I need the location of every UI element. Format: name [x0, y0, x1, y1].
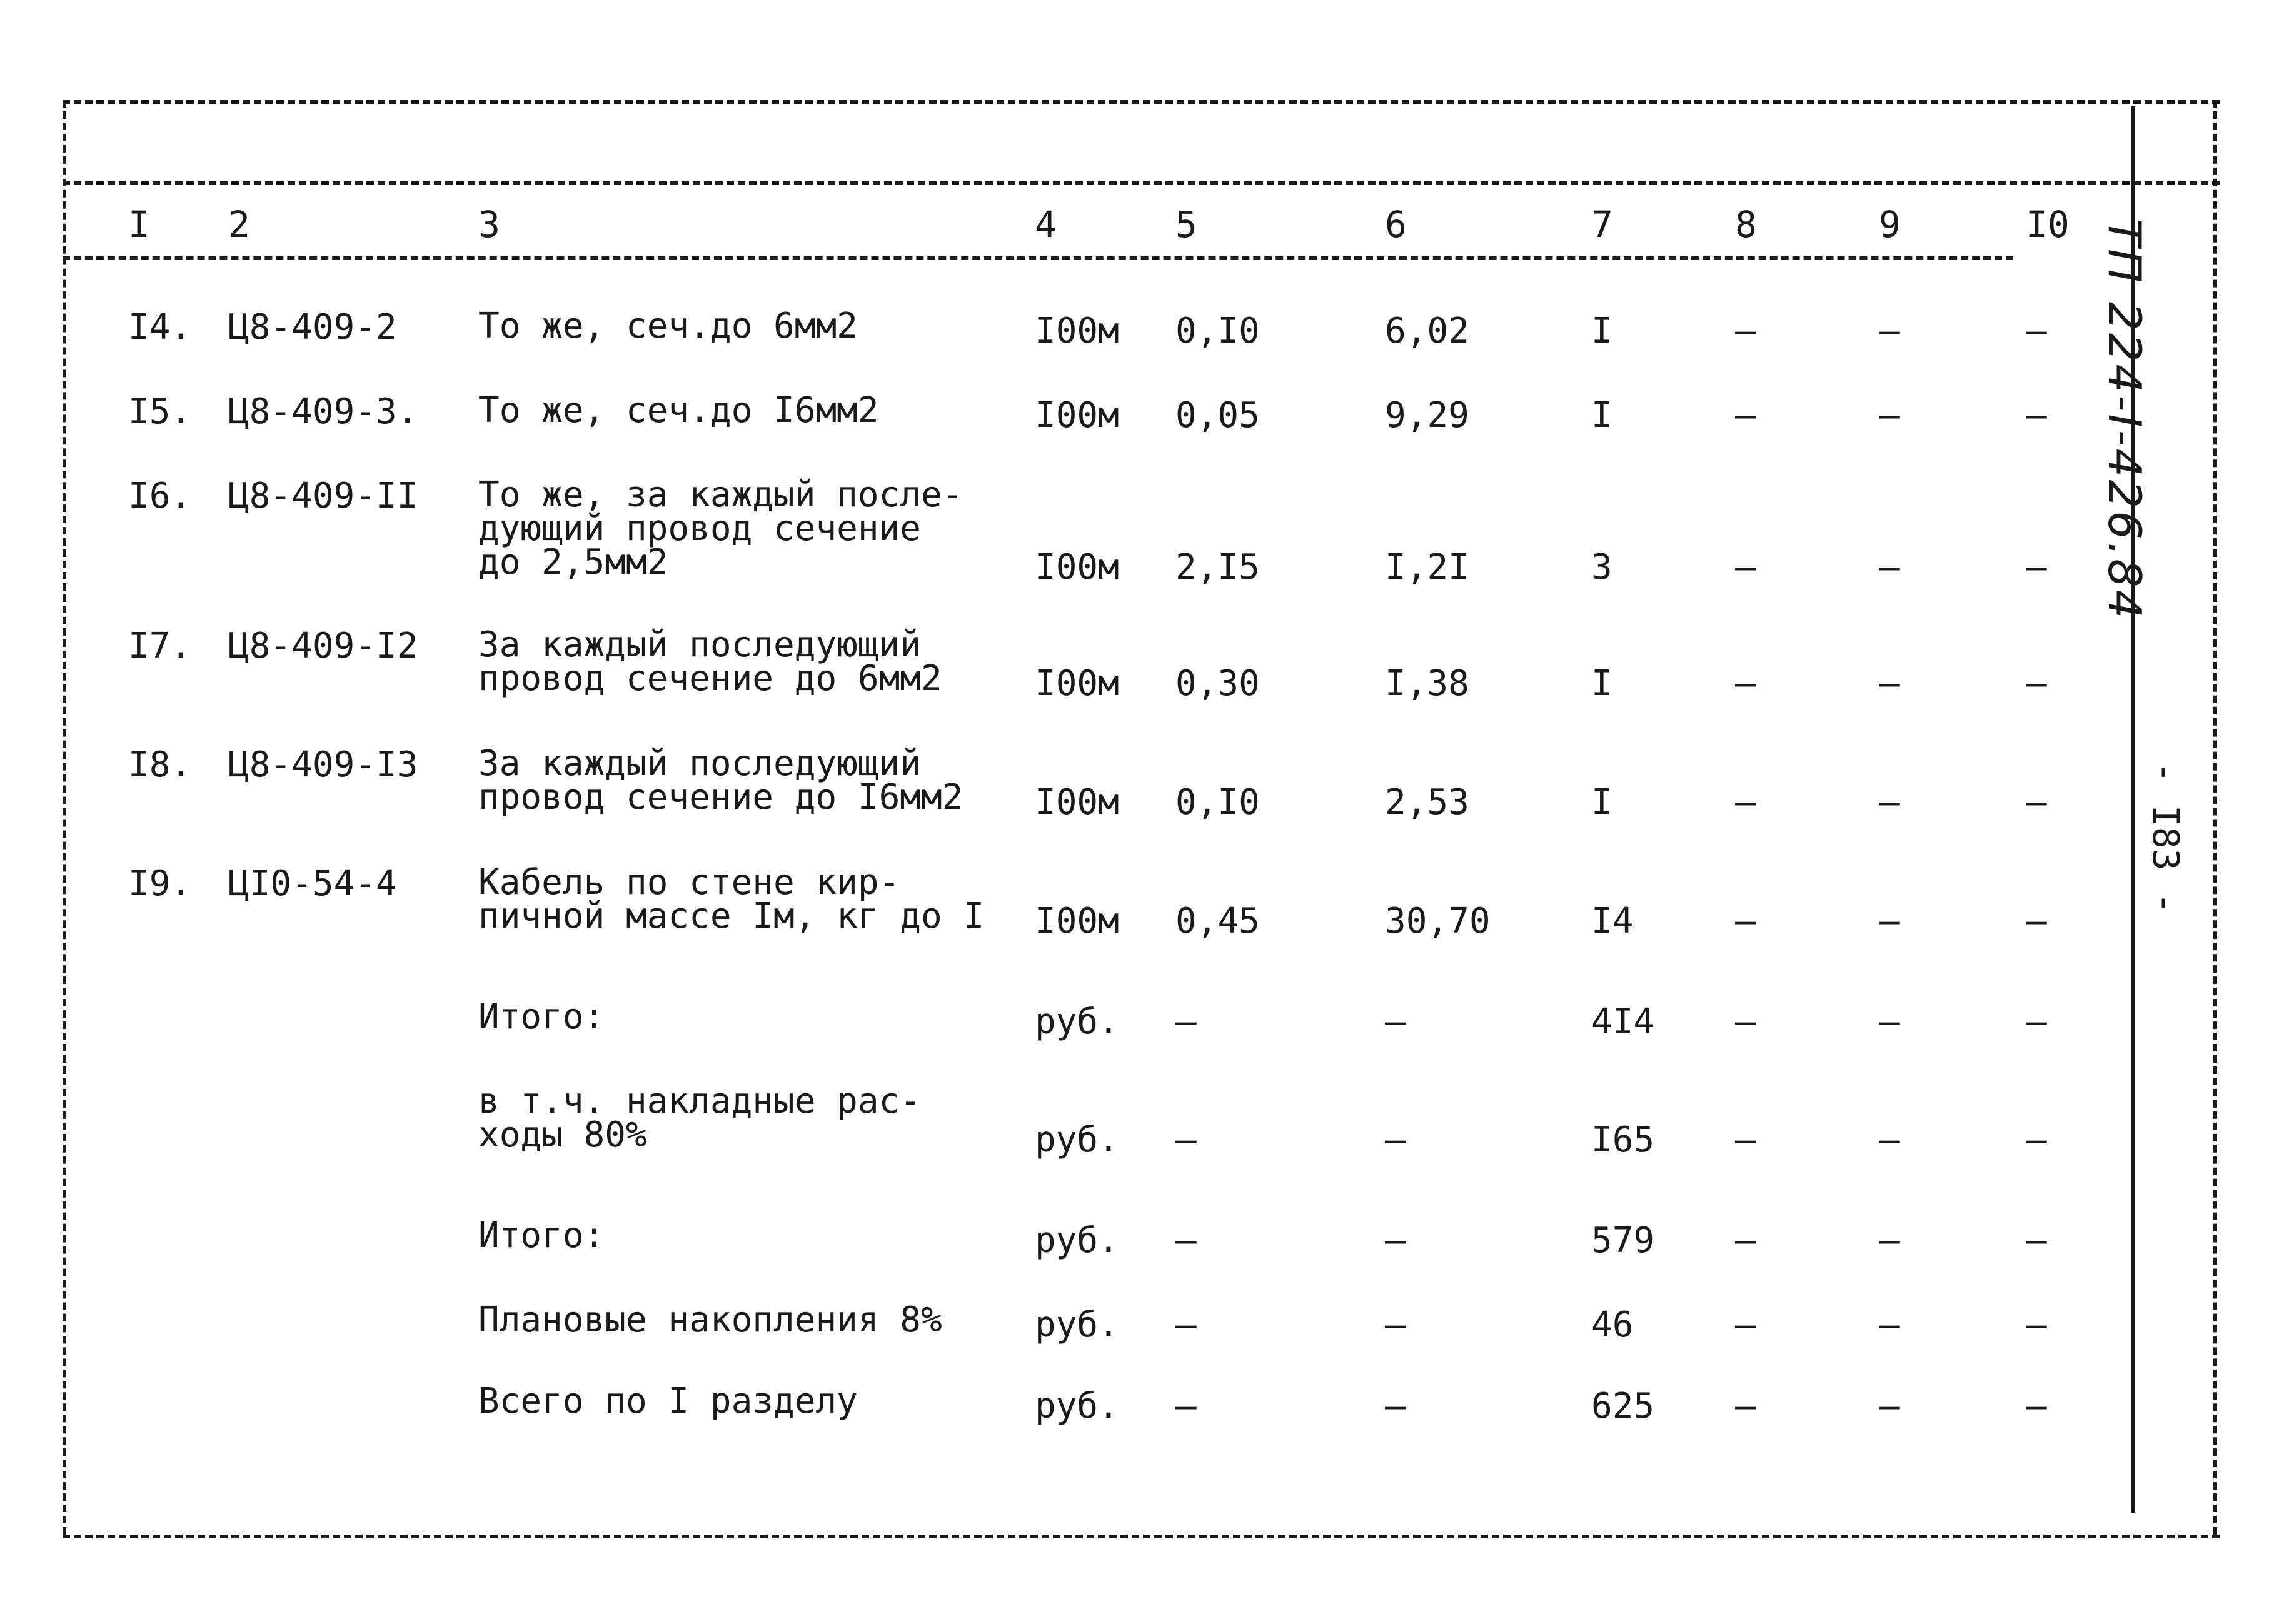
row-col9: – [1879, 395, 1900, 436]
row-col8: – [1735, 395, 1756, 436]
row-total: I4 [1591, 901, 1634, 941]
row-number: I9. [128, 863, 192, 904]
row-price: I,38 [1385, 663, 1469, 704]
summary-quantity: – [1175, 1305, 1197, 1345]
summary-col10: – [2026, 1305, 2047, 1345]
summary-col10: – [2026, 1120, 2047, 1160]
row-description: То же, сеч.до I6мм2 [478, 390, 879, 431]
row-col10: – [2026, 663, 2047, 704]
summary-price: – [1385, 1120, 1406, 1160]
column-header-8: 8 [1735, 203, 1757, 246]
summary-col10: – [2026, 1386, 2047, 1426]
row-quantity: 0,I0 [1175, 782, 1260, 823]
row-unit: I00м [1035, 663, 1119, 704]
column-header-2: 2 [228, 203, 250, 246]
row-col10: – [2026, 311, 2047, 351]
summary-unit: руб. [1035, 1386, 1119, 1426]
row-price: 9,29 [1385, 395, 1469, 436]
summary-price: – [1385, 1220, 1406, 1261]
summary-col8: – [1735, 1305, 1756, 1345]
summary-total: 4I4 [1591, 1001, 1655, 1042]
row-unit: I00м [1035, 782, 1119, 823]
row-code: Ц8-409-2 [228, 307, 397, 348]
summary-col10: – [2026, 1001, 2047, 1042]
row-quantity: 2,I5 [1175, 547, 1260, 588]
summary-col9: – [1879, 1001, 1900, 1042]
row-price: 2,53 [1385, 782, 1469, 823]
frame-bottom-border [63, 1535, 2220, 1538]
summary-col9: – [1879, 1220, 1900, 1261]
summary-price: – [1385, 1305, 1406, 1345]
column-header-5: 5 [1175, 203, 1197, 246]
row-number: I6. [128, 476, 192, 516]
row-description: То же, сеч.до 6мм2 [478, 306, 858, 346]
column-header-9: 9 [1879, 203, 1901, 246]
row-number: I5. [128, 391, 192, 432]
row-unit: I00м [1035, 311, 1119, 351]
summary-col8: – [1735, 1001, 1756, 1042]
summary-label: Всего по I разделу [478, 1381, 858, 1421]
row-code: ЦI0-54-4 [228, 863, 397, 904]
frame-left-border [63, 100, 66, 1535]
row-col9: – [1879, 663, 1900, 704]
row-col8: – [1735, 663, 1756, 704]
row-code: Ц8-409-I3 [228, 744, 418, 785]
row-code: Ц8-409-3. [228, 391, 418, 432]
summary-label: Итого: [478, 996, 605, 1037]
summary-label: Итого: [478, 1215, 605, 1256]
summary-unit: руб. [1035, 1220, 1119, 1261]
summary-col8: – [1735, 1120, 1756, 1160]
row-quantity: 0,05 [1175, 395, 1260, 436]
row-price: 6,02 [1385, 311, 1469, 351]
summary-quantity: – [1175, 1120, 1197, 1160]
row-total: I [1591, 311, 1612, 351]
row-total: I [1591, 395, 1612, 436]
row-col10: – [2026, 395, 2047, 436]
row-col10: – [2026, 547, 2047, 588]
page-number: - I83 - [2145, 761, 2187, 915]
row-description: За каждый последующий провод сечение до 6мм2 [478, 624, 942, 699]
summary-total: I65 [1591, 1120, 1655, 1160]
summary-total: 46 [1591, 1305, 1634, 1345]
row-price: 30,70 [1385, 901, 1491, 941]
column-header-3: 3 [478, 203, 500, 246]
frame-right-border [2213, 100, 2217, 1535]
row-description: За каждый последующий провод сечение до I6мм2 [478, 743, 963, 818]
summary-unit: руб. [1035, 1001, 1119, 1042]
row-description: То же, за каждый после- дующий провод сечение до 2,5мм2 [478, 474, 963, 583]
summary-price: – [1385, 1386, 1406, 1426]
row-col8: – [1735, 311, 1756, 351]
summary-col9: – [1879, 1120, 1900, 1160]
summary-price: – [1385, 1001, 1406, 1042]
summary-col10: – [2026, 1220, 2047, 1261]
summary-label: Плановые накопления 8% [478, 1300, 942, 1340]
row-number: I8. [128, 744, 192, 785]
row-price: I,2I [1385, 547, 1469, 588]
row-description: Кабель по стене кир- пичной массе Iм, кг до I [478, 862, 985, 936]
row-col10: – [2026, 782, 2047, 823]
row-code: Ц8-409-I2 [228, 626, 418, 666]
summary-total: 625 [1591, 1386, 1655, 1426]
summary-unit: руб. [1035, 1120, 1119, 1160]
row-unit: I00м [1035, 901, 1119, 941]
summary-quantity: – [1175, 1386, 1197, 1426]
summary-label: в т.ч. накладные рас- ходы 80% [478, 1081, 922, 1155]
summary-quantity: – [1175, 1001, 1197, 1042]
row-col9: – [1879, 547, 1900, 588]
column-header-4: 4 [1035, 203, 1057, 246]
summary-total: 579 [1591, 1220, 1655, 1261]
row-code: Ц8-409-II [228, 476, 418, 516]
row-number: I7. [128, 626, 192, 666]
column-header-1: I [128, 203, 150, 246]
row-quantity: 0,I0 [1175, 311, 1260, 351]
row-col8: – [1735, 547, 1756, 588]
row-quantity: 0,30 [1175, 663, 1260, 704]
frame-top-border [63, 100, 2220, 104]
row-col8: – [1735, 901, 1756, 941]
row-total: I [1591, 663, 1612, 704]
row-quantity: 0,45 [1175, 901, 1260, 941]
summary-col9: – [1879, 1386, 1900, 1426]
column-header-6: 6 [1385, 203, 1407, 246]
row-total: I [1591, 782, 1612, 823]
header-top-rule [63, 181, 2220, 185]
summary-unit: руб. [1035, 1305, 1119, 1345]
row-col8: – [1735, 782, 1756, 823]
row-col10: – [2026, 901, 2047, 941]
row-col9: – [1879, 311, 1900, 351]
row-total: 3 [1591, 547, 1612, 588]
document-code-stamp: ТП 224-I-426.84 [2098, 219, 2151, 621]
summary-col8: – [1735, 1220, 1756, 1261]
column-header-7: 7 [1591, 203, 1613, 246]
header-bottom-rule [63, 256, 2013, 260]
row-number: I4. [128, 307, 192, 348]
column-header-10: I0 [2026, 203, 2070, 246]
summary-quantity: – [1175, 1220, 1197, 1261]
row-unit: I00м [1035, 395, 1119, 436]
row-col9: – [1879, 782, 1900, 823]
row-unit: I00м [1035, 547, 1119, 588]
summary-col8: – [1735, 1386, 1756, 1426]
row-col9: – [1879, 901, 1900, 941]
summary-col9: – [1879, 1305, 1900, 1345]
